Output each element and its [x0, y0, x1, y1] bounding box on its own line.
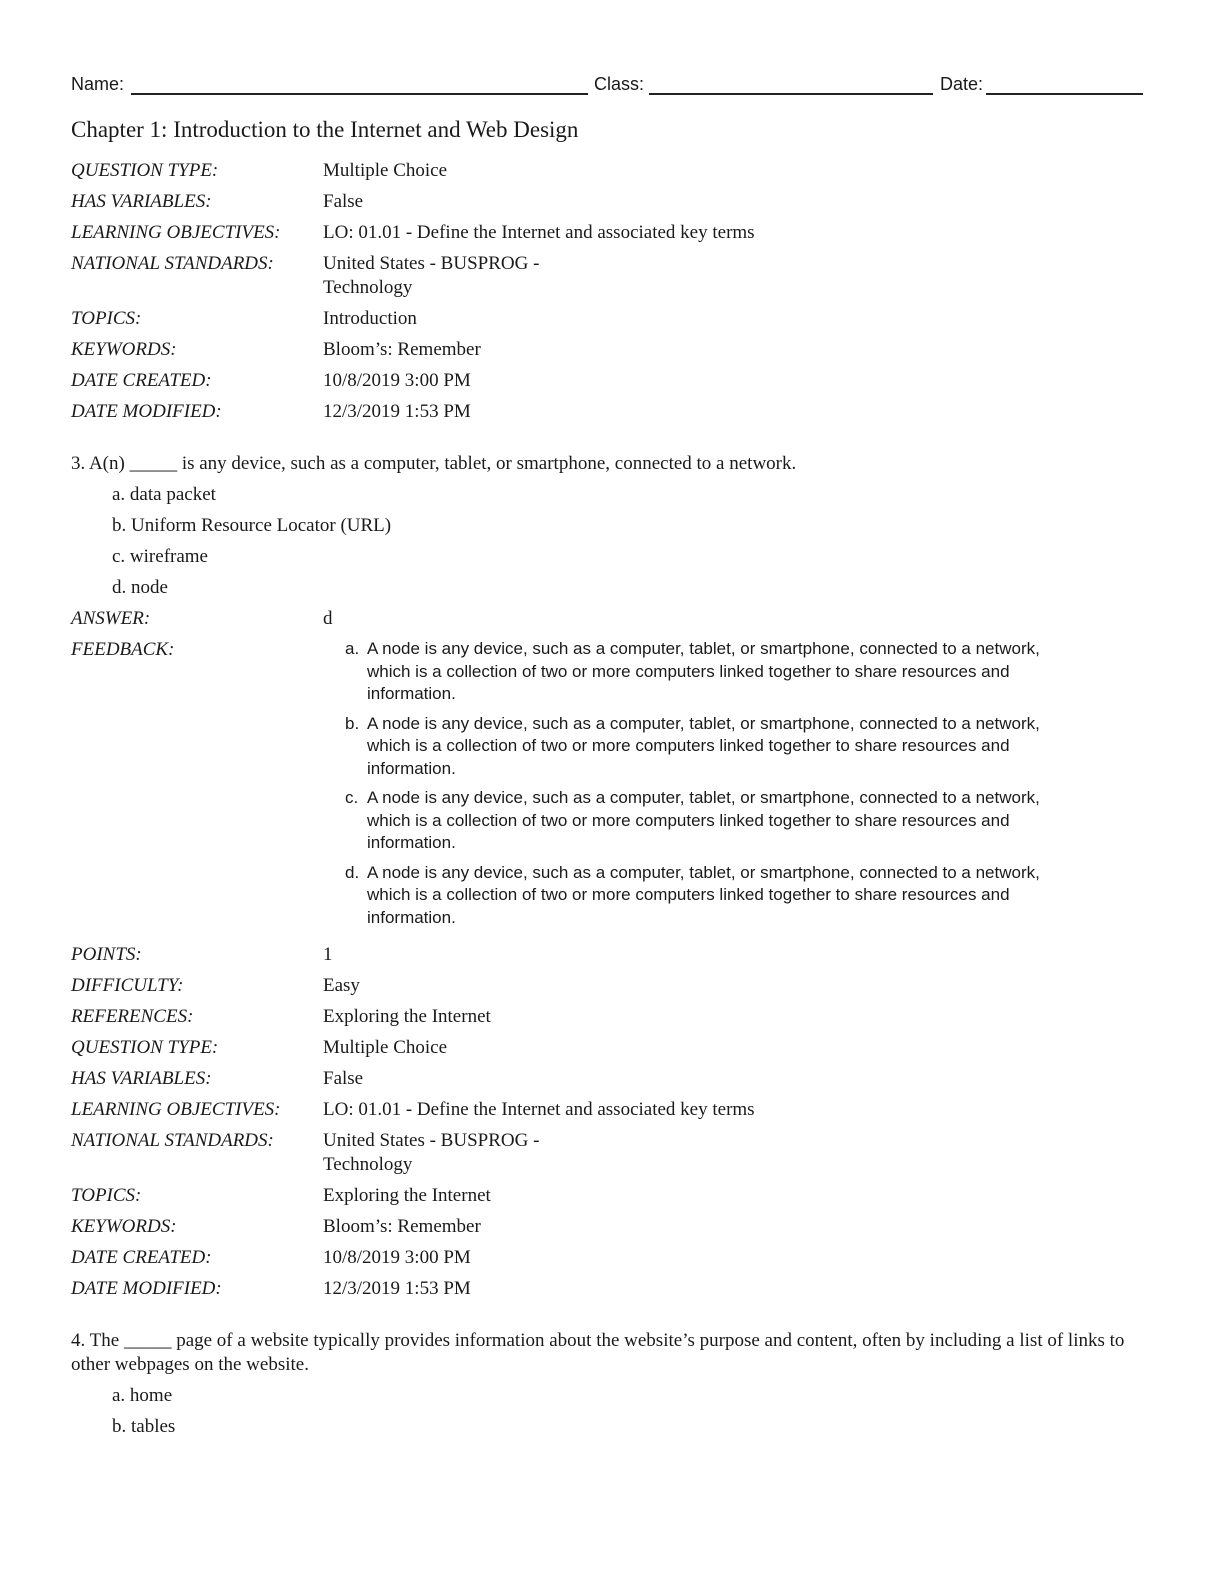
- meta-row: [71, 1129, 1143, 1177]
- meta-row: [71, 974, 1143, 998]
- class-blank-line: [649, 93, 933, 95]
- meta-value: Multiple Choice: [323, 1037, 448, 1058]
- meta-value: Exploring the Internet: [323, 1185, 491, 1206]
- meta-label: HAS VARIABLES:: [71, 191, 212, 212]
- feedback-text: A node is any device, such as a computer, tablet, or smartphone, connected to a network, which is a collection of two or more computers linked together to share resources and information.: [367, 862, 1040, 927]
- date-blank-line: [986, 93, 1143, 95]
- meta-value: Easy: [323, 975, 360, 996]
- feedback-label: FEEDBACK:: [71, 639, 175, 660]
- meta-row: [71, 1184, 1143, 1208]
- meta-label: QUESTION TYPE:: [71, 1037, 219, 1058]
- meta-value: LO: 01.01 - Define the Internet and associated key terms: [323, 222, 755, 243]
- answer-choice: b. Uniform Resource Locator (URL): [112, 515, 392, 536]
- answer-choice: a. home: [112, 1385, 173, 1406]
- meta-value: Multiple Choice: [323, 160, 448, 181]
- meta-row: [71, 1098, 1143, 1122]
- feedback-letter: c.: [345, 788, 359, 807]
- answer-value: d: [323, 608, 333, 629]
- meta-label: DATE MODIFIED:: [71, 401, 222, 422]
- meta-value: Bloom’s: Remember: [323, 339, 481, 360]
- meta-label: TOPICS:: [71, 1185, 142, 1206]
- meta-value: Introduction: [323, 308, 417, 329]
- meta-value: United States - BUSPROG - Technology: [323, 253, 540, 298]
- feedback-row: [71, 638, 1143, 936]
- top-metadata: [71, 159, 1143, 424]
- meta-value: Bloom’s: Remember: [323, 1216, 481, 1237]
- meta-row: [71, 252, 1143, 300]
- meta-label: LEARNING OBJECTIVES:: [71, 222, 281, 243]
- meta-row: [71, 1067, 1143, 1091]
- meta-row: [71, 400, 1143, 424]
- meta-value: False: [323, 1068, 364, 1089]
- meta-label: HAS VARIABLES:: [71, 1068, 212, 1089]
- meta-label: POINTS:: [71, 944, 142, 965]
- meta-row: [71, 369, 1143, 393]
- name-class-date-header: [71, 68, 1143, 98]
- meta-label: TOPICS:: [71, 308, 142, 329]
- meta-label: DATE CREATED:: [71, 370, 212, 391]
- meta-value: False: [323, 191, 364, 212]
- meta-value: 12/3/2019 1:53 PM: [323, 401, 471, 422]
- meta-label: NATIONAL STANDARDS:: [71, 1130, 274, 1151]
- question-4: [71, 1329, 1143, 1439]
- feedback-text: A node is any device, such as a computer, tablet, or smartphone, connected to a network, which is a collection of two or more computers linked together to share resources and information.: [367, 639, 1040, 703]
- meta-value: United States - BUSPROG - Technology: [323, 1130, 540, 1175]
- meta-value: LO: 01.01 - Define the Internet and associated key terms: [323, 1099, 755, 1120]
- question-3: [71, 452, 1143, 1301]
- answer-choice: c. wireframe: [112, 546, 208, 567]
- meta-row: [71, 1036, 1143, 1060]
- name-blank-line: [131, 93, 588, 95]
- class-label: Class:: [594, 74, 645, 94]
- feedback-item: [323, 787, 1143, 855]
- name-label: Name:: [71, 74, 125, 94]
- meta-row: [71, 1246, 1143, 1270]
- meta-label: LEARNING OBJECTIVES:: [71, 1099, 281, 1120]
- question-stem: 3. A(n) _____ is any device, such as a computer, tablet, or smartphone, connected to a network.: [71, 453, 797, 474]
- meta-label: KEYWORDS:: [71, 339, 177, 360]
- feedback-letter: a.: [345, 639, 360, 658]
- meta-label: QUESTION TYPE:: [71, 160, 219, 181]
- question-stem: 4. The _____ page of a website typically provides information about the website’s purpose and content, often by including a list of links to other webpages on the website.: [71, 1330, 1125, 1375]
- answer-choice: a. data packet: [112, 484, 216, 505]
- feedback-letter: b.: [345, 713, 360, 733]
- answer-label: ANSWER:: [71, 608, 151, 629]
- meta-row: [71, 338, 1143, 362]
- meta-value: 1: [323, 944, 333, 965]
- meta-value: Exploring the Internet: [323, 1006, 491, 1027]
- document-page: [71, 68, 1143, 1446]
- answer-choice: b. tables: [112, 1416, 176, 1437]
- meta-value: 10/8/2019 3:00 PM: [323, 1247, 471, 1268]
- meta-row: [71, 943, 1143, 967]
- meta-label: DATE MODIFIED:: [71, 1278, 222, 1299]
- meta-value: 10/8/2019 3:00 PM: [323, 370, 471, 391]
- answer-row: [71, 607, 1143, 631]
- meta-label: DIFFICULTY:: [71, 975, 184, 996]
- feedback-item: [323, 862, 1143, 930]
- feedback-item: [323, 638, 1143, 706]
- meta-row: [71, 190, 1143, 214]
- feedback-item: [323, 713, 1143, 781]
- answer-choice: d. node: [112, 577, 168, 598]
- date-label: Date:: [940, 74, 984, 94]
- feedback-list: [323, 638, 1143, 936]
- meta-label: KEYWORDS:: [71, 1216, 177, 1237]
- meta-value: 12/3/2019 1:53 PM: [323, 1278, 471, 1299]
- meta-row: [71, 221, 1143, 245]
- question-3-metadata: [71, 943, 1143, 1301]
- meta-row: [71, 1005, 1143, 1029]
- feedback-text: A node is any device, such as a computer, tablet, or smartphone, connected to a network, which is a collection of two or more computers linked together to share resources and information.: [367, 713, 1040, 778]
- feedback-letter: d.: [345, 862, 360, 882]
- meta-row: [71, 159, 1143, 183]
- meta-label: DATE CREATED:: [71, 1247, 212, 1268]
- meta-label: NATIONAL STANDARDS:: [71, 253, 274, 274]
- meta-row: [71, 1277, 1143, 1301]
- feedback-text: A node is any device, such as a computer, tablet, or smartphone, connected to a network, which is a collection of two or more computers linked together to share resources and information.: [367, 788, 1040, 852]
- chapter-title: Chapter 1: Introduction to the Internet and Web Design: [71, 117, 579, 142]
- meta-row: [71, 1215, 1143, 1239]
- meta-row: [71, 307, 1143, 331]
- meta-label: REFERENCES:: [71, 1006, 194, 1027]
